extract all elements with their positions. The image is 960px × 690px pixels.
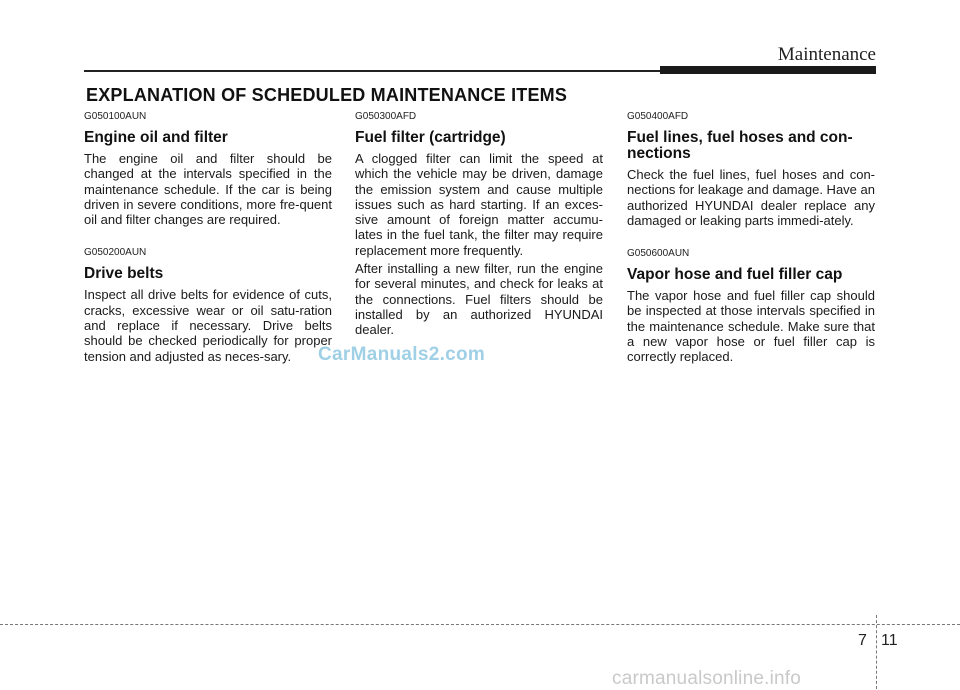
header-rule [84, 70, 662, 72]
maintenance-item-drive-belts [84, 247, 332, 363]
item-paragraph: A clogged filter can limit the speed at which the vehicle may be driven, damage the emission system and cause multiple issues such as hard starting. If an exces-sive amount of foreign matter accumu-lates in the fuel tank, the filter may require replacement more frequently. [355, 151, 603, 258]
item-code: G050100AUN [84, 111, 147, 122]
item-paragraph: The engine oil and filter should be changed at the intervals specified in the maintenance schedule. If the car is being driven in severe conditions, more fre-quent oil and filter changes are required. [84, 151, 332, 228]
item-code: G050600AUN [627, 248, 690, 260]
maintenance-item-fuel-lines [627, 111, 875, 228]
item-title: Fuel lines, fuel hoses and con-nections [627, 129, 853, 162]
section-heading: EXPLANATION OF SCHEDULED MAINTENANCE ITEMS [86, 85, 568, 105]
chapter-number: 7 [858, 632, 867, 649]
maintenance-item-vapor-hose [627, 248, 875, 364]
header-accent-bar [660, 66, 876, 74]
item-code: G050300AFD [355, 111, 417, 122]
item-title: Vapor hose and fuel filler cap [627, 266, 843, 284]
running-header-title: Maintenance [777, 44, 876, 65]
watermark-logo: CarManuals2.com [318, 344, 486, 365]
footer-dashed-rule [0, 624, 960, 625]
column-2 [355, 111, 603, 358]
item-paragraph: Check the fuel lines, fuel hoses and con-nections for leakage and damage. Have an authorized HYUNDAI dealer replace any damaged or leaking parts immedi-ately. [627, 167, 875, 228]
item-paragraph: The vapor hose and fuel filler cap should be inspected at those intervals specified in the maintenance schedule. Make sure that a new vapor hose or fuel filler cap is correctly replaced. [627, 288, 875, 365]
column-3 [627, 111, 875, 385]
item-paragraph: After installing a new filter, run the engine for several minutes, and check for leaks at the connections. Fuel filters should be installed by an authorized HYUNDAI dealer. [355, 261, 603, 338]
item-paragraph: Inspect all drive belts for evidence of cuts, cracks, excessive wear or oil satu-ration and replace if necessary. Drive belts should be checked periodically for proper tension and adjusted as neces-sary. [84, 287, 332, 364]
item-title: Drive belts [84, 265, 164, 283]
column-1 [84, 111, 332, 384]
item-code: G050200AUN [84, 247, 147, 259]
page-number: 11 [881, 632, 898, 649]
footer-dashed-divider [876, 615, 877, 689]
item-title: Fuel filter (cartridge) [355, 129, 506, 146]
item-title: Engine oil and filter [84, 129, 228, 146]
maintenance-item-fuel-filter [355, 111, 603, 338]
maintenance-item-engine-oil [84, 111, 332, 227]
item-code: G050400AFD [627, 111, 689, 122]
footer-watermark: carmanualsonline.info [612, 668, 802, 689]
